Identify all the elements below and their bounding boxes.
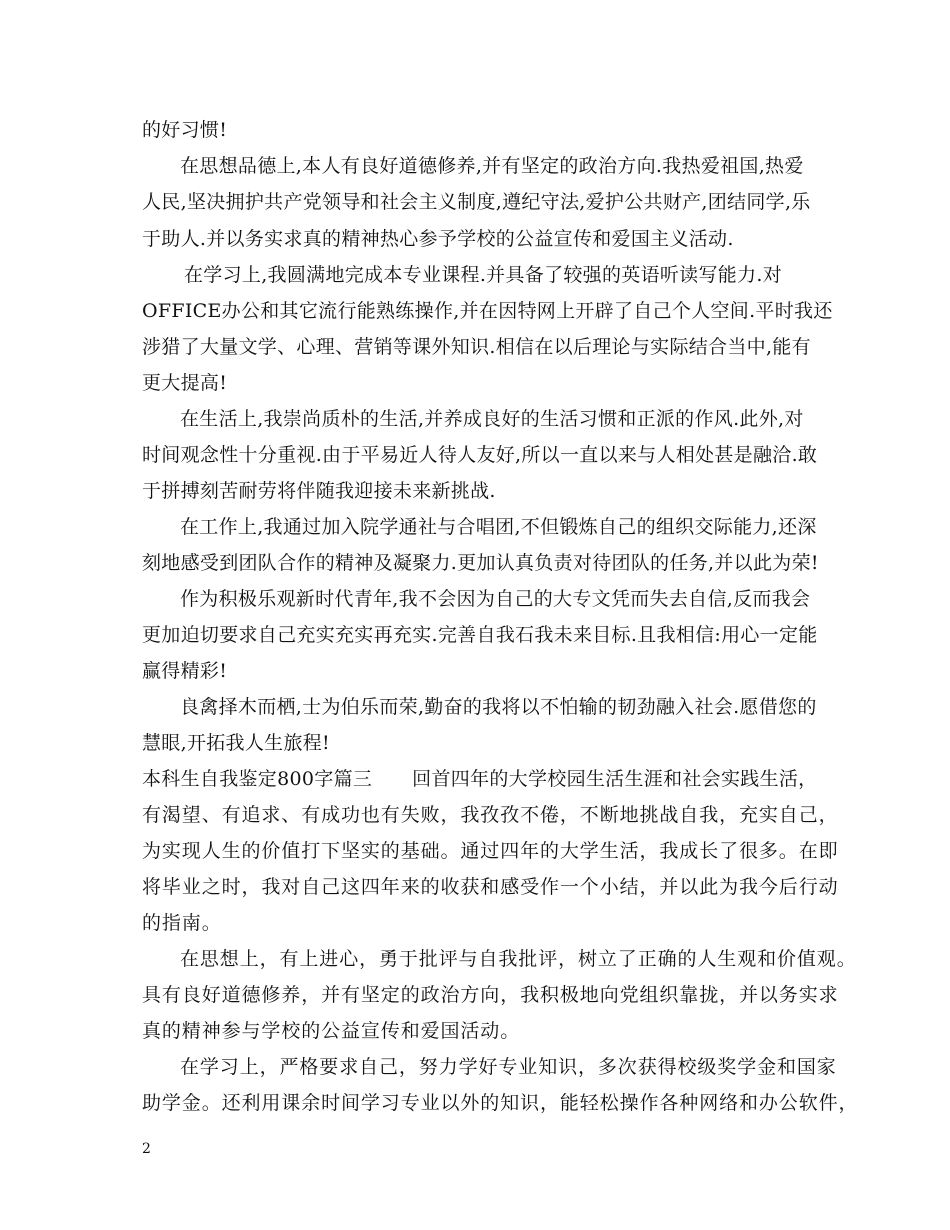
text-line: 具有良好道德修养，并有坚定的政治方向，我积极地向党组织靠拢，并以务实求 [142,984,839,1006]
text-line: 助学金。还利用课余时间学习专业以外的知识，能轻松操作各种网络和办公软件， [142,1092,859,1114]
text-line: 更大提高! [142,372,228,394]
section-heading: 本科生自我鉴定800字篇三 [142,768,373,790]
text-line: 于助人.并以务实求真的精神热心参予学校的公益宣传和爱国主义活动. [142,228,734,250]
text-line: 将毕业之时，我对自己这四年来的收获和感受作一个小结，并以此为我今后行动 [142,876,839,898]
text-line: OFFICE办公和其它流行能熟练操作,并在因特网上开辟了自己个人空间.平时我还 [142,300,833,322]
text-line: 人民,坚决拥护共产党领导和社会主义制度,遵纪守法,爱护公共财产,团结同学,乐 [142,191,811,213]
text-line: 真的精神参与学校的公益宣传和爱国活动。 [142,1020,521,1042]
section-heading-line [142,767,817,791]
text-line: 赢得精彩! [142,660,228,682]
paragraph-start: 在生活上,我崇尚质朴的生活,并养成良好的生活习惯和正派的作风.此外,对 [180,408,804,430]
page-number: 2 [142,1141,151,1157]
paragraph-start: 作为积极乐观新时代青年,我不会因为自己的大专文凭而失去自信,反而我会 [180,588,811,610]
text-line: 涉猎了大量文学、心理、营销等课外知识.相信在以后理论与实际结合当中,能有 [142,336,811,358]
text-line: 的好习惯! [142,119,228,141]
section-heading-text: 回首四年的大学校园生活生涯和社会实践生活， [412,768,818,790]
text-line: 慧眼,开拓我人生旅程! [142,732,330,754]
text-line: 为实现人生的价值打下坚实的基础。通过四年的大学生活，我成长了很多。在即 [142,840,839,862]
paragraph-start: 在思想品德上,本人有良好道德修养,并有坚定的政治方向.我热爱祖国,热爱 [180,155,804,177]
text-line: 于拼搏刻苦耐劳将伴随我迎接未来新挑战. [142,480,496,502]
paragraph-start: 在思想上，有上进心，勇于批评与自我批评，树立了正确的人生观和价值观。 [180,948,857,970]
text-line: 时间观念性十分重视.由于平易近人待人友好,所以一直以来与人相处甚是融洽.敢 [142,444,818,466]
text-line: 的指南。 [142,912,222,934]
text-line: 更加迫切要求自己充实充实再充实.完善自我石我未来目标.且我相信:用心一定能 [142,624,818,646]
text-line: 有渴望、有追求、有成功也有失败，我孜孜不倦，不断地挑战自我，充实自己， [142,804,839,826]
text-line: 刻地感受到团队合作的精神及凝聚力.更加认真负责对待团队的任务,并以此为荣! [142,552,819,574]
paragraph-start: 在学习上，严格要求自己，努力学好专业知识，多次获得校级奖学金和国家 [180,1056,837,1078]
paragraph-start: 在学习上,我圆满地完成本专业课程.并具备了较强的英语听读写能力.对 [184,264,783,286]
paragraph-start: 良禽择木而栖,士为伯乐而荣,勤奋的我将以不怕输的韧劲融入社会.愿借您的 [180,696,817,718]
paragraph-start: 在工作上,我通过加入院学通社与合唱团,不但锻炼自己的组织交际能力,还深 [180,516,817,538]
